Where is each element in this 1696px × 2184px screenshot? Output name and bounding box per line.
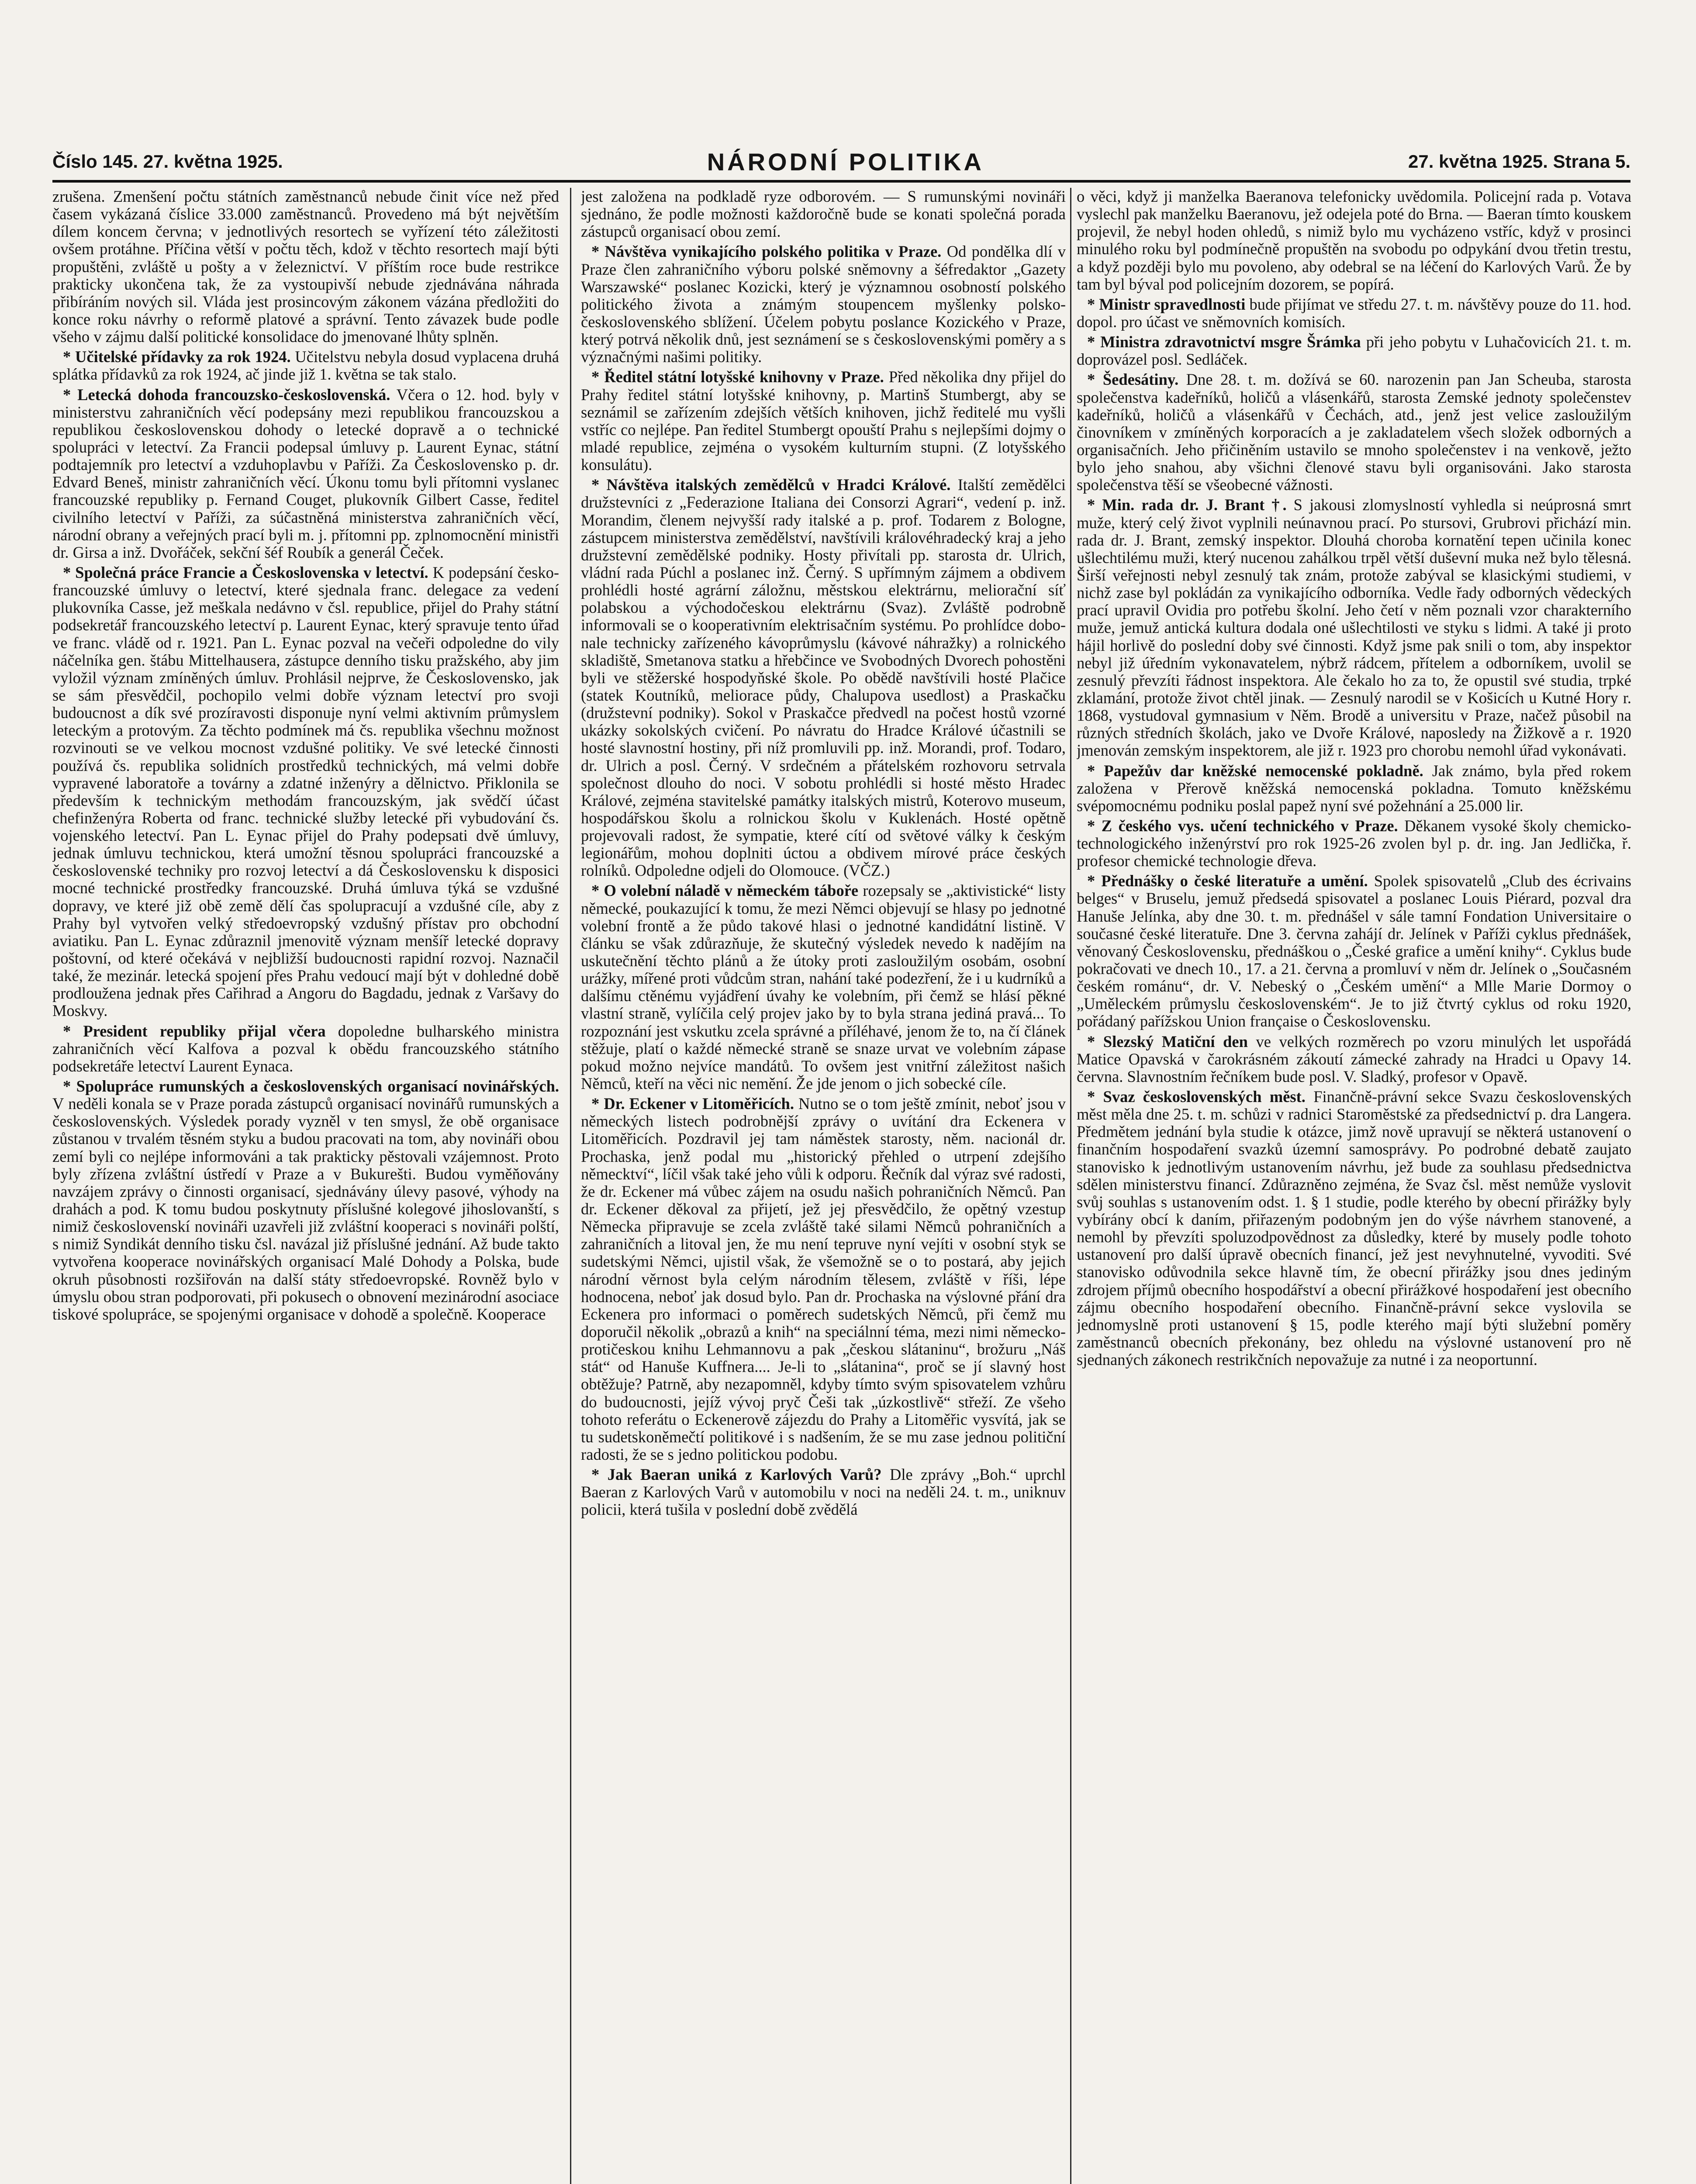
news-article (1077, 762, 1631, 815)
news-article (1077, 1088, 1631, 1368)
column-divider (570, 188, 571, 2184)
newspaper-title: NÁRODNÍ POLITIKA (707, 148, 984, 176)
news-article (52, 386, 559, 561)
article-body: V neděli konala se v Praze porada zástupců organisací novinářů rumunských a československých. Výsledek porady vyzněl v ten smysl, že obě organisace zůstanou v trvalém těsném styku a budou pracovati na tom, aby novináři obou zemí byli co nejlépe informováni a tak prakticky pěstovali vzájemnost. Proto byly zřízena zvláštní ústředí v Praze a v Bukurešti. Budou vyměňovány navzájem zprávy o činnosti organisací, sjednávány úlevy pasové, výhody na drahách a pod. K tomu budou poskytnuty příslušné kolegové jihoslovanští, s nimiž československí novináři uzavřeli již zvláštní kooperaci s novináři polští, s nimiž Syndikát denního tisku čsl. navázal již příslušné jednání. Až bude takto vytvořena kooperace novinářských organisací Malé Dohody a Polska, bude okruh působnosti rozšiřován na další státy středoevropské. Rovněž bylo v úmyslu obou stran podporovati, při pokusech o obnovení mezinárodní asociace tiskové spolupráce, se spojenými organisace v dohodě a společně. Kooperace (52, 1095, 559, 1323)
article-headline: * President republiky přijal včera (63, 1022, 326, 1040)
column-3 (1077, 188, 1631, 2184)
article-headline: * Učitelské přídavky za rok 1924. (63, 348, 291, 366)
article-headline: * Papežův dar kněžské nemocenské pokladně. (1087, 762, 1423, 780)
article-headline: * Min. rada dr. J. Brant †. (1087, 496, 1287, 514)
article-headline: * Slezský Matiční den (1087, 1033, 1248, 1051)
article-body: bude přijímat ve středu 27. t. m. návštěvy pouze do 11. hod. dopol. pro účast ve sněmovních komisích. (1077, 295, 1631, 331)
article-headline: * O volební náladě v německém táboře (591, 881, 858, 899)
article-body: dopoledne bulharského ministra zahraničních věcí Kalfova a pozval k obědu francouzského státního podsekretáře letectví Laurent Eynaca. (52, 1022, 559, 1075)
article-headline: * Ministr spravedlnosti (1087, 295, 1245, 313)
article-headline: * Jak Baeran uniká z Karlových Varů? (591, 1465, 882, 1483)
page-header (52, 144, 1630, 179)
article-body: Včera o 12. hod. byly v ministerstvu zahraničních věcí podepsány mezi republikou francouzskou a republikou československou dohody o letecké dopravě a o technické spolupráci v letectví. Za Francii podepsal úmluvy p. Laurent Eynac, státní podtajemník pro letectví a vzduhoplavbu v Paříži. Za Československo p. dr. Edvard Beneš, ministr zahraničních věcí. Úkonu tomu byli přítomni vyslanec francouzské republiky p. Fernand Couget, plukovník Gilbert Casse, ředitel civilního letectví v Paříži, za súčastněná ministerstva zahraničních věcí, národní obrany a veřejných prací byli m. j. přítomni pp. zplnomocnění ministři dr. Girsa a inž. Dvořáček, sekční šéf Roubík a generál Čeček. (52, 385, 559, 561)
article-body: Před několika dny přijel do Prahy ředitel státní lotyšské knihovny, p. Martinš Stumbergt, aby se seznámil se zařízením zdejších větších knihoven, jichž ředitelé mu vyšli vstříc co nejlépe. Pan ředitel Stumbergt opouští Prahu s nejlepšími dojmy o mladé republice, zejména o vysokém kulturním stupni. (Z lotyšského konsulátu). (581, 368, 1066, 474)
column-divider (1070, 188, 1071, 2184)
article-body: Nutno se o tom ještě zmínit, neboť jsou v německých listech podrobnější zprávy o uvítání dra Eckenera v Litoměřicích. Pozdravil jej tam náměstek starosty, něm. nacionál dr. Prochaska, jenž podal mu „historický přehled o utrpení zdejšího německtví“, líčil však také jeho vůli k odporu. Řečník dal výraz své radosti, že dr. Eckener má vůbec zájem na osudu našich pohraničních Němců. Pan dr. Eckener děkoval za přijetí, jež jej přesvědčilo, že opětný vzestup Německa připravuje se zcela zvláště také silami Němců pohraničních a zahraničních a litoval jen, že mu není tepruve nyní vejíti v osobní styk se sudetskými Němci, ujistil však, že všemožně se o to postará, aby jejich národní věrnost byla celým národním tělesem, zvláště v říši, lépe hodnocena, neboť jak dosud bylo. Pan dr. Prochaska na výslovné přání dra Eckenera pro informaci o poměrech sudetských Němců, při čemž mu doporučil několik „obrazů a knih“ na speciálnní téma, mezi nimi německo-protičeskou knihu Lehmannovu a pak „českou slátaninu“, brožuru „Náš stát“ od Hanuše Kuffnera.... Je-li to „slátanina“, proč se jí slavný host obtěžuje? Patrně, aby nezapomněl, kdyby tímto svým spisovatelem vzhůru do budoucnosti, jejíž vývoj pryč Češi tak „úzkostlivě“ střeží. Ze všeho tohoto referátu o Eckenerově zájezdu do Prahy a Litoměřic vysvítá, jak se tu sudetskoněmečtí politikové i s nadšením, že se mu zase jednou političní radosti, že se s jedno politickou podobu. (581, 1095, 1066, 1463)
article-body: ve velkých rozměrech po vzoru minulých let uspořádá Matice Opavská v čarokrásném zákoutí zámecké zahrady na Hradci u Opavy 14. června. Slavnostním řečníkem bude posl. V. Sladký, profesor v Opavě. (1077, 1032, 1631, 1085)
article-headline: * Návštěva italských zemědělců v Hradci Králové. (591, 476, 950, 494)
news-article (52, 564, 559, 1020)
article-body: K podepsání česko-francouzské úmluvy o letectví, které sjednala franc. delegace za vedení plukovníka Casse, jež meškala nedávno v čsl. republice, přijel do Prahy státní podsekretář francouzského letectví p. Laurent Eynac, který spravuje tento úřad ve franc. vládě od r. 1921. Pan L. Eynac pozval na večeři odpoledne do vily náčelníka gen. štábu Mittelhausera, zástupce denního tisku pražského, aby jim vyložil význam zmíněných úmluv. Prohlásil nejprve, že Československo, jak se sám přesvědčil, pochopilo velmi dobře význam letectví pro svoji budoucnost a dík své prozíravosti disponuje nyní velmi aktivním průmyslem leteckým a protovým. Za těchto podmínek má čs. republika všechnu možnost rozvinouti se ve velkou mocnost vzdušné politiky. Ve své letecké činnosti používá čs. republika solidních prostředků technických, má velmi dobře vypravené laboratoře a továrny a zdatné inženýry a dělnictvo. Přiklonila se především k technickým methodám francouzským, jak svědčí účast chefinženýra Roberta od franc. technické služby letecké při vybudování čs. vojenského letectví. Pan L. Eynac přijel do Prahy podepsati dvě úmluvy, jednak úmluvu technickou, která umožní těsnou spolupráci francouzské a československé techniky pro rozvoj letectví a dá Československu k disposici mocné technické prostředky francouzské. Druhá úmluva týká se vzdušné dopravy, ve které již obě země dělí čas spolupracují a vzdušné cíle, aby z Prahy byl vytvořen velký středoevropský vzdušný přístav pro obchodní aviatiku. Pan L. Eynac zdůraznil jmenovitě význam menšíř letecké dopravy poštovní, od které očekává v nejbližší budoucnosti rapidní rozvoj. Naznačil také, že mezinár. letecká spojení přes Prahu vedoucí mají být v dohledné době prodloužena jednak přes Cařihrad a Angoru do Bagdadu, jednak z Varšavy do Moskvy. (52, 563, 559, 1020)
article-body: Děkanem vysoké školy chemicko-technologického inženýrství pro rok 1925-26 zvolen byl p. dr. ing. Jan Jedlička, ř. profesor chemické technologie dřeva. (1077, 816, 1631, 870)
article-headline: * Šedesátiny. (1087, 370, 1178, 388)
article-body: rozepsaly se „aktivistické“ listy německé, poukazující k tomu, že mezi Němci objevují se hlasy po jednotné volební frontě a že půdo takové hlasi o jednotné kandidátní listině. V článku se však zdůrazňuje, že skutečný výsledek nevedo k nadějím na uskutečnění těchto plánů a že útoky proti zasloužilým osobám, osobní urážky, mířené proti vůdcům stran, nahání také podezření, že i u kudrníků a dalšímu ctěnému vyjádření úvahy ke volebním, při čemž se hlásí pěkné vlastní straně, vylíčila celý projev jako by to byla strana jediná pravá... To rozpoznání jest vskutku zcela správné a příléhavé, jenom že to, na čí článek stěžuje, platí o každé německé straně se snaze urvat ve volebním zápase pokud možno nejvíce mandátů. To ovšem jest vnitřní záležitost našich Němců, kteří na věci nic nemění. Že jde jenom o jich sobecké cíle. (581, 881, 1066, 1093)
header-rule (52, 180, 1630, 183)
news-article (581, 476, 1066, 879)
article-headline: * Letecká dohoda francouzsko-československá. (63, 386, 390, 404)
header-issue-date: Číslo 145. 27. května 1925. (52, 151, 283, 172)
article-headline: * Společná práce Francie a Československa v letectví. (63, 563, 428, 581)
article-headline: * Návštěva vynikajícího polského politika v Praze. (591, 242, 941, 260)
article-continuation: jest založena na podkladě ryze odborovém. — S rumunskými novináři sjednáno, že podle možnosti každoročně bude se konati společná porada zástupců organisací obou zemí. (581, 188, 1066, 241)
news-article (581, 882, 1066, 1092)
article-body: Od pondělka dlí v Praze člen zahraničního výboru polské sněmovny a šéfredaktor „Gazety Warszawské“ poslanec Kozicki, který je významnou osobností polského politického života a známým stoupencem myšlenky polsko-československého sblížení. Účelem pobytu poslance Kozického v Praze, který potrvá několik dnů, jest seznámení se s československými poměry a s význačnými našimi politiky. (581, 242, 1066, 366)
article-headline: * Spolupráce rumunských a československých organisací novinářských. (63, 1077, 559, 1095)
news-article (1077, 872, 1631, 1030)
header-date-page: 27. května 1925. Strana 5. (1408, 151, 1630, 172)
news-article (581, 243, 1066, 366)
article-headline: * Přednášky o české literatuře a umění. (1087, 872, 1368, 890)
article-body: Učitelstvu nebyla dosud vyplacena druhá splátka přídavků za rok 1924, ač jinde již 1. května se tak stalo. (52, 348, 559, 384)
news-article (581, 368, 1066, 473)
article-headline: * Ministra zdravotnictví msgre Šrámka (1087, 333, 1361, 351)
article-body: Dne 28. t. m. dožívá se 60. narozenin pan Jan Scheuba, starosta společenstva kadeřníků, holičů a vlásenkářů, starosta Zemské jednoty společenstev kadeřníků, holičů a vlásenkářů v Čechách, atd., jenž jest velice zasloužilým činovníkem v zmíněných korporacích a je zakladatelem všech složek odborných a organisačních. Jeho přičiněním ustavilo se mnoho společenstev i na venkově, ježto bylo jeho snahou, aby všichni členové stavu byli organisováni. Jako starosta společenstva těší se všeobecné vážnosti. (1077, 370, 1631, 494)
news-article (52, 1023, 559, 1075)
article-headline: * Svaz československých měst. (1087, 1088, 1306, 1106)
article-body: Jak známo, byla před rokem založena v Přerově kněžská nemocenská pokladna. Tomuto kněžskému svépomocnému podniku poslal papež nyní své požehnání a 25.000 lir. (1077, 761, 1631, 815)
news-article (1077, 296, 1631, 331)
article-body: Italští zemědělci družstevníci z „Federazione Italiana dei Consorzi Agrari“, vedení p. inž. Morandim, členem nejvyšší rady italské a p. prof. Todarem z Bologne, zástupcem ministerstva zemědělství, navštívili královéhradecký kraj a jeho družstevní zemědělské podniky. Hosty přivítali pp. starosta dr. Ulrich, vládní rada Púchl a poslanec inž. Černý. S upřímným zájmem a obdivem prohlédli hosté agrární záložnu, městskou elektrárnu, meliorační síť polabskou a východočeskou elektrárnu (Svaz). Zvláště podrobně informovali se o kooperativním elektrisačním systému. Po prohlídce dobonale technicky zařízeného kávoprůmyslu (kávové náhražky) a rolnického skladiště, Smetanova statku a hřebčince ve Svobodných Dvorech pohostěni byli ve stěžerské hospodyňské škole. Po obědě navštívili hosté Plačice (statek Koutníků, meliorace půdy, Chalupova usedlost) a Praskačku (družstevní podniky). Sokol v Praskačce předvedl na počest hostů vzorné ukázky sokolských cvičení. Po návratu do Hradce Králové účastnili se hosté slavnostní hostiny, při níž promluvili pp. inž. Morandi, prof. Todaro, dr. Ulrich a posl. Černý. V srdečném a přátelském rozhovoru setrvala společnost dlouho do noci. V sobotu prohlédli si hosté město Hradec Králové, zejména stavitelské památky italských mistrů, Koterovo museum, hospodářskou školu a rolnickou školu v Kuklenách. Hosté opětně projevovali radost, že sympatie, které cítí od světové války k českým legionářům, mohou doplniti úctou a obdivem mírové práce českých rolníků. Odpoledne odjeli do Olomouce. (VČZ.) (581, 476, 1066, 880)
article-body: Finančně-právní sekce Svazu československých měst měla dne 25. t. m. schůzi v radnici Staroměstské za předsednictví p. dra Langera. Předmětem jednání byla studie k otázce, jimž nově upravují se některá ustanovení o finančním hospodaření svazků územní samosprávy. Po podrobné debatě zaujato stanovisko k jednotlivým ustanovením návrhu, jež bude za souhlasu předsednictva sdělen ministerstvu financí. Zdůrazněno zejména, že Svaz čsl. měst nemůže vyslovit svůj souhlas s ustanovením odst. 1. § 1 studie, podle kterého by obecní přirážky byly vybírány obcí k daním, přiřazeným podobným jen do výše návrhem stanovené, a nemohl by převzíti spoluzodpovědnost za důsledky, které by musely podle tohoto ustanovení pro další úpravě obecních financí, jež jest nevyhnutelné, vyvoditi. Své stanovisko odůvodnila sekce hlavně tím, že obecní přirážky jsou dnes jediným zdrojem příjmů obecního hospodářství a obecní přirážkové hospodaření jest obecního zájmu obecního hospodaření obecního. Finančně-právní sekce vyslovila se jednomyslně proti ustanovení § 15, podle kterého mají býti služební poměry zaměstnanců obecních překonány, bez ohledu na výslovné ustanovení pro ně sjednaných zákonech restrikčních nepovažuje za nutné i za neoportunní. (1077, 1088, 1631, 1369)
news-article (1077, 496, 1631, 759)
news-article (52, 348, 559, 383)
news-article (1077, 1033, 1631, 1085)
news-article (1077, 817, 1631, 870)
news-article (52, 1078, 559, 1323)
article-continuation: zrušena. Zmenšení počtu státních zaměstnanců nebude činit více než před časem vykázaná číslice 33.000 zaměstnanců. Provedeno má být největším dílem koncem června; v jednotlivých resortech se vyřízení této záležitosti ovšem protáhne. Příčina větší v počtu těch, kdož v těchto resortech mají býti propuštěni, zvláště u pošty a v železnictví. V příštím roce bude restrikce prakticky ukončena tak, že za vystoupivší nebude zjednávána náhrada přibíráním nových sil. Vláda jest prosincovým zákonem vázána předložiti do konce roku návrhy o reformě platové a správní. Tento závazek bude podle všeho v zájmu další politické konsolidace do jmenované lhůty splněn. (52, 188, 559, 346)
article-continuation: o věci, když ji manželka Baeranova telefonicky uvědomila. Policejní rada p. Votava vyslechl pak manželku Baeranovu, jež odejela poté do Brna. — Baeran tímto kouskem projevil, že nebyl hoden ohledů, s nimiž bylo mu vycházeno vstříc, když v prosinci minulého roku byl podmínečně propuštěn na svobodu po odpykání dvou třetin trestu, a když později bylo mu povoleno, aby odebral se na léčení do Karlových Varů. Že by tam byl býval pod policejním dozorem, se popírá. (1077, 188, 1631, 293)
article-body: Spolek spisovatelů „Club des écrivains belges“ v Bruselu, jemuž předsedá spisovatel a poslanec Louis Piérard, pozval dra Hanuše Jelínka, aby dne 30. t. m. přednášel v sále tamní Fondation Universitaire o současné české literatuře. Dne 3. června zahájí dr. Jelínek v Paříži cyklus přednášek, věnovaný Československu, přednáškou o „České grafice a umění knihy“. Cyklus bude pokračovati ve dnech 10., 17. a 21. června a promluví v něm dr. Jelínek o „Současném českém románu“, dr. V. Nebeský o „Českém umění“ a Mlle Marie Dormoy o „Uměleckém průmyslu československém“. Je to již čtvrtý cyklus od roku 1920, pořádaný pařížskou Union française o Československu. (1077, 872, 1631, 1030)
news-article (581, 1095, 1066, 1463)
news-article (581, 1466, 1066, 1518)
article-body: při jeho pobytu v Luhačovicích 21. t. m. doprovázel posl. Sedláček. (1077, 333, 1631, 369)
article-body: Dle zprávy „Boh.“ uprchl Baeran z Karlových Varů v automobilu v noci na neděli 24. t. m., uniknuv policii, která tušila v poslední době zvědělá (581, 1465, 1066, 1519)
news-article (1077, 371, 1631, 494)
article-headline: * Ředitel státní lotyšské knihovny v Praze. (591, 368, 884, 386)
column-1 (52, 188, 559, 2184)
column-2 (581, 188, 1066, 2184)
news-article (1077, 333, 1631, 368)
article-body: S jakousi zlomyslností vyhledla si neúprosná smrt muže, který celý život vyplnili neúnavnou prací. Po stursovi, Grubrovi přichází min. rada dr. J. Brant, zemský inspektor. Dlouhá choroba kornatění tepen učinila konec ušlechtilému muži, který nucenou zahálkou trpěl větší duševní muka než bylo tělesná. Širší veřejnosti nebyl zesnulý tak znám, protože zabýval se klasickými studiemi, v nichž zase byl pokládán za vynikajícího odborníka. Vedle řady odborných vědeckých prací upravil Ovidia pro potřebu školní. Jeho četí v něm poznali vzor charakterního muže, jemuž antická kultura dodala oné ušlechtilosti ve styku s lidmi. A také ji proto hájil horlivě do poslední doby své činnosti. Když jsme pak snili o tom, aby inspektor nebyl již úředním vykonavatelem, nýbrž rádcem, přítelem a odborníkem, uvolil se zesnulý převzíti řádnost inspektora. Ale čekalo ho za to, že opustil své studia, trpké zklamání, protože život chtěl jinak. — Zesnulý narodil se v Košicích u Kutné Hory r. 1868, vystudoval gymnasium v Něm. Brodě a universitu v Praze, načež působil na různých středních školách, jako ve Dvoře Králové, naposledy na Žižkově a r. 1920 jmenován zemským inspektorem, ale již r. 1923 pro chorobu nemohl úřad vykonávati. (1077, 496, 1631, 760)
article-headline: * Dr. Eckener v Litoměřicích. (591, 1095, 794, 1113)
article-headline: * Z českého vys. učení technického v Praze. (1087, 817, 1398, 835)
